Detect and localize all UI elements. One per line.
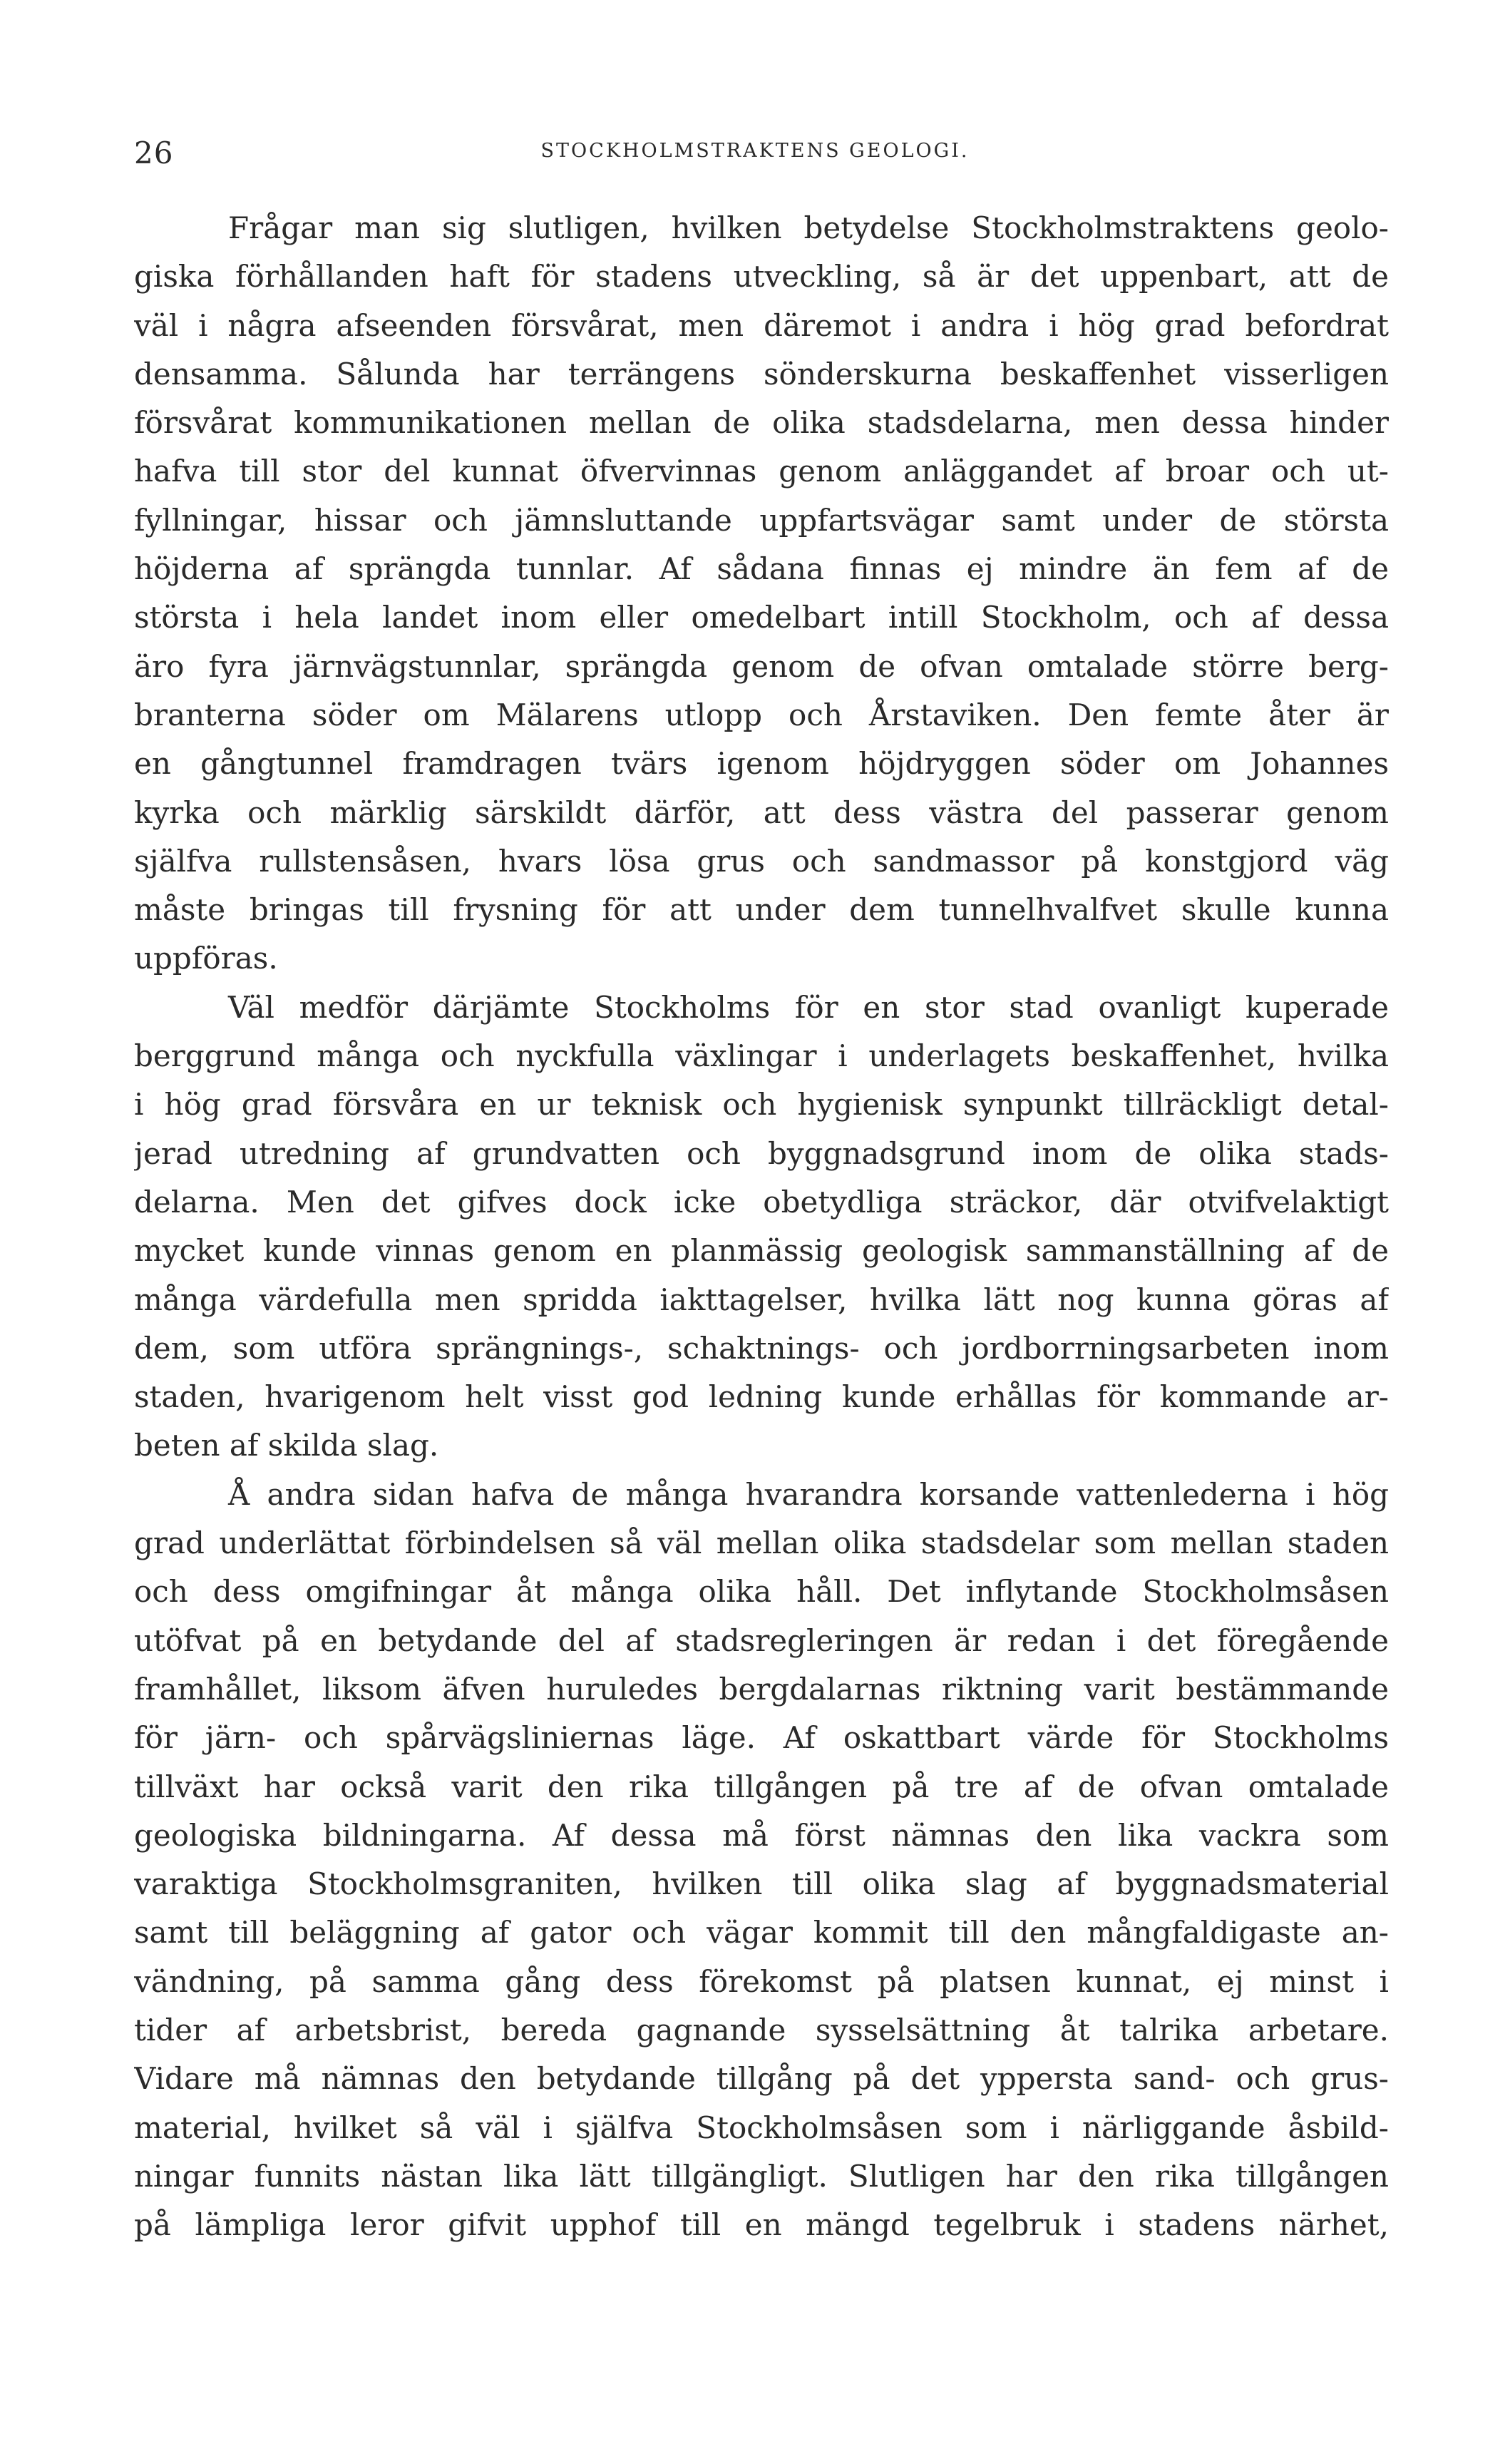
text-line: geologiska bildningarna. Af dessa må först nämnas den lika vackra som — [134, 1817, 1389, 1853]
text-line: uppföras. — [134, 941, 278, 976]
text-line: hafva till stor del kunnat öfvervinnas genom anläggandet af broar och ut- — [134, 454, 1389, 489]
text-line: Väl medför därjämte Stockholms för en stor stad ovanligt kuperade — [228, 989, 1389, 1025]
text-line: varaktiga Stockholmsgraniten, hvilken till olika slag af byggnadsmaterial — [134, 1866, 1389, 1902]
text-line: utöfvat på en betydande del af stadsregleringen är redan i det föregående — [134, 1622, 1389, 1658]
text-line: delarna. Men det gifves dock icke obetydliga sträckor, där otvifvelaktigt — [134, 1184, 1389, 1220]
text-line: framhållet, liksom äfven huruledes bergdalarnas riktning varit bestämmande — [134, 1671, 1389, 1707]
text-line: måste bringas till frysning för att under dem tunnelhvalfvet skulle kunna — [134, 892, 1389, 928]
text-line: största i hela landet inom eller omedelbart intill Stockholm, och af dessa — [134, 600, 1389, 635]
text-line: tider af arbetsbrist, bereda gagnande sysselsättning åt talrika arbetare. — [134, 2012, 1389, 2048]
text-line: fyllningar, hissar och jämnsluttande uppfartsvägar samt under de största — [134, 502, 1389, 538]
text-line: Å andra sidan hafva de många hvarandra korsande vattenlederna i hög — [228, 1476, 1389, 1512]
text-line: samt till beläggning af gator och vägar kommit till den mångfaldigaste an- — [134, 1915, 1389, 1951]
page-number: 26 — [134, 136, 174, 170]
text-line: densamma. Sålunda har terrängens sönderskurna beskaffenhet visserligen — [134, 356, 1389, 392]
text-line: försvårat kommunikationen mellan de olika stadsdelarna, men dessa hinder — [134, 405, 1389, 441]
body-text — [134, 204, 1389, 2249]
text-line: på lämpliga leror gifvit upphof till en mängd tegelbruk i stadens närhet, — [134, 2207, 1389, 2243]
text-line: många värdefulla men spridda iakttagelser, hvilka lätt nog kunna göras af — [134, 1282, 1389, 1317]
text-line: ningar funnits nästan lika lätt tillgängligt. Slutligen har den rika tillgången — [134, 2158, 1389, 2194]
text-line: i hög grad försvåra en ur teknisk och hygienisk synpunkt tillräckligt detal- — [134, 1087, 1389, 1123]
text-line: dem, som utföra sprängnings-, schaktnings- och jordborrningsarbeten inom — [134, 1330, 1389, 1366]
text-line: äro fyra järnvägstunnlar, sprängda genom de ofvan omtalade större berg- — [134, 648, 1389, 684]
text-line: väl i några afseenden försvårat, men däremot i andra i hög grad befordrat — [134, 307, 1389, 343]
text-line: Vidare må nämnas den betydande tillgång på det yppersta sand- och grus- — [134, 2061, 1389, 2097]
text-line: och dess omgifningar åt många olika håll. Det inflytande Stockholmsåsen — [134, 1574, 1389, 1610]
text-line: grad underlättat förbindelsen så väl mellan olika stadsdelar som mellan staden — [134, 1525, 1389, 1561]
text-line: jerad utredning af grundvatten och byggnadsgrund inom de olika stads- — [134, 1135, 1389, 1171]
text-line: beten af skilda slag. — [134, 1428, 439, 1463]
page-header — [134, 136, 1376, 178]
text-line: höjderna af sprängda tunnlar. Af sådana finnas ej mindre än fem af de — [134, 551, 1389, 587]
text-line: giska förhållanden haft för stadens utveckling, så är det uppenbart, att de — [134, 259, 1389, 295]
text-line: för järn- och spårvägsliniernas läge. Af oskattbart värde för Stockholms — [134, 1720, 1389, 1756]
text-line: själfva rullstensåsen, hvars lösa grus och sandmassor på konstgjord väg — [134, 843, 1389, 879]
text-line: material, hvilket så väl i själfva Stockholmsåsen som i närliggande åsbild- — [134, 2110, 1389, 2145]
text-line: en gångtunnel framdragen tvärs igenom höjdryggen söder om Johannes — [134, 746, 1389, 782]
text-line: kyrka och märklig särskildt därför, att dess västra del passerar genom — [134, 794, 1389, 830]
text-line: tillväxt har också varit den rika tillgången på tre af de ofvan omtalade — [134, 1769, 1389, 1804]
text-line: branterna söder om Mälarens utlopp och Årstaviken. Den femte åter är — [134, 697, 1389, 732]
text-line: vändning, på samma gång dess förekomst på platsen kunnat, ej minst i — [134, 1963, 1389, 1999]
text-line: Frågar man sig slutligen, hvilken betydelse Stockholmstraktens geolo- — [228, 210, 1389, 245]
running-title: STOCKHOLMSTRAKTENS GEOLOGI. — [540, 140, 970, 162]
text-line: mycket kunde vinnas genom en planmässig geologisk sammanställning af de — [134, 1233, 1389, 1269]
text-line: berggrund många och nyckfulla växlingar i underlagets beskaffenhet, hvilka — [134, 1038, 1389, 1074]
text-line: staden, hvarigenom helt visst god ledning kunde erhållas för kommande ar- — [134, 1379, 1389, 1415]
